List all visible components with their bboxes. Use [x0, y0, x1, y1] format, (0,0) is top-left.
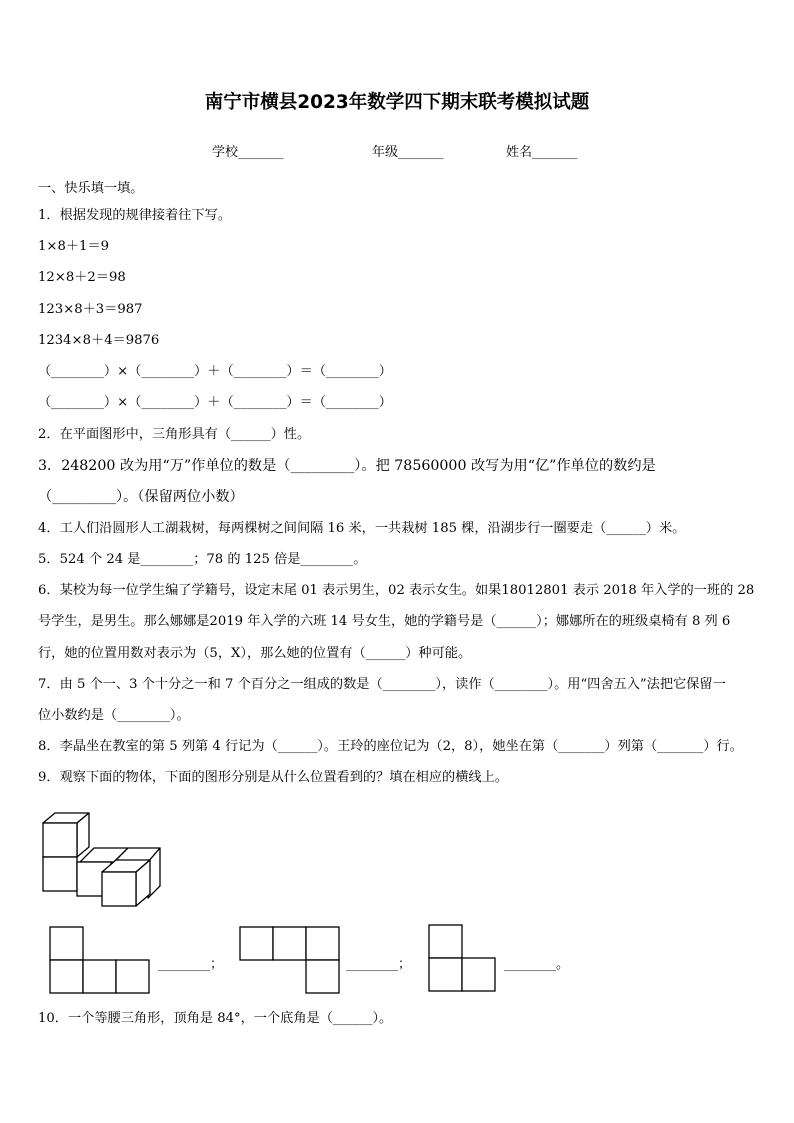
question-8: 8．李晶坐在教室的第 5 列第 4 行记为（______）。王玲的座位记为（2，8），她坐在第（_______）列第（_______）行。 — [38, 739, 743, 754]
question-3-line-2: （_________）。（保留两位小数） — [38, 489, 244, 505]
view-figure-1 — [48, 925, 153, 997]
question-7-line-2: 位小数约是（________）。 — [38, 708, 190, 723]
pattern-fill-1[interactable]: （________）×（________）＋（________）＝（________） — [38, 364, 392, 379]
grade-field[interactable]: 年级_______ — [372, 145, 444, 160]
view-answer-2[interactable]: ________； — [346, 957, 412, 972]
pattern-fill-2[interactable]: （________）×（________）＋（________）＝（________） — [38, 395, 392, 410]
pattern-line-2: 12×8＋2＝98 — [38, 270, 126, 285]
question-10: 10．一个等腰三角形，顶角是 84°，一个底角是（______）。 — [38, 1011, 393, 1026]
pattern-line-1: 1×8＋1＝9 — [38, 239, 109, 254]
question-3-line-1: 3．248200 改为用“万”作单位的数是（_________）。把 78560000 改写为用“亿”作单位的数约是 — [38, 458, 656, 474]
view-figure-3 — [427, 923, 499, 995]
question-6-line-1: 6．某校为每一位学生编了学籍号，设定末尾 01 表示男生，02 表示女生。如果18012801 表示 2018 年入学的一班的 28 — [38, 583, 755, 598]
view-answer-3[interactable]: ________。 — [504, 957, 570, 972]
view-answer-1[interactable]: ________； — [158, 957, 224, 972]
question-5: 5．524 个 24 是________；78 的 125 倍是________。 — [38, 552, 367, 567]
question-4: 4．工人们沿圆形人工湖栽树，每两棵树之间间隔 16 米，一共栽树 185 棵，沿湖步行一圈要走（______）米。 — [38, 521, 686, 536]
question-6-line-3: 行，她的位置用数对表示为（5，X），那么她的位置有（______）种可能。 — [38, 646, 472, 661]
view-figure-2 — [238, 925, 343, 997]
page-title: 南宁市横县2023年数学四下期末联考模拟试题 — [204, 92, 590, 113]
question-7-line-1: 7．由 5 个一、3 个十分之一和 7 个百分之一组成的数是（________），读作（________）。用“四舍五入”法把它保留一 — [38, 677, 726, 692]
section-heading: 一、快乐填一填。 — [38, 181, 144, 196]
question-2: 2．在平面图形中，三角形具有（______）性。 — [38, 427, 311, 442]
school-field[interactable]: 学校_______ — [212, 145, 284, 160]
pattern-line-4: 1234×8＋4＝9876 — [38, 333, 160, 348]
question-6-line-2: 号学生，是男生。那么娜娜是2019 年入学的六班 14 号女生，她的学籍号是（______）；娜娜所在的班级桌椅有 8 列 6 — [38, 614, 731, 629]
name-field[interactable]: 姓名_______ — [506, 145, 578, 160]
question-1: 1．根据发现的规律接着往下写。 — [38, 208, 232, 223]
pattern-line-3: 123×8＋3＝987 — [38, 302, 143, 317]
question-9: 9．观察下面的物体，下面的图形分别是从什么位置看到的？填在相应的横线上。 — [38, 770, 508, 785]
cube-object-figure — [40, 810, 165, 910]
